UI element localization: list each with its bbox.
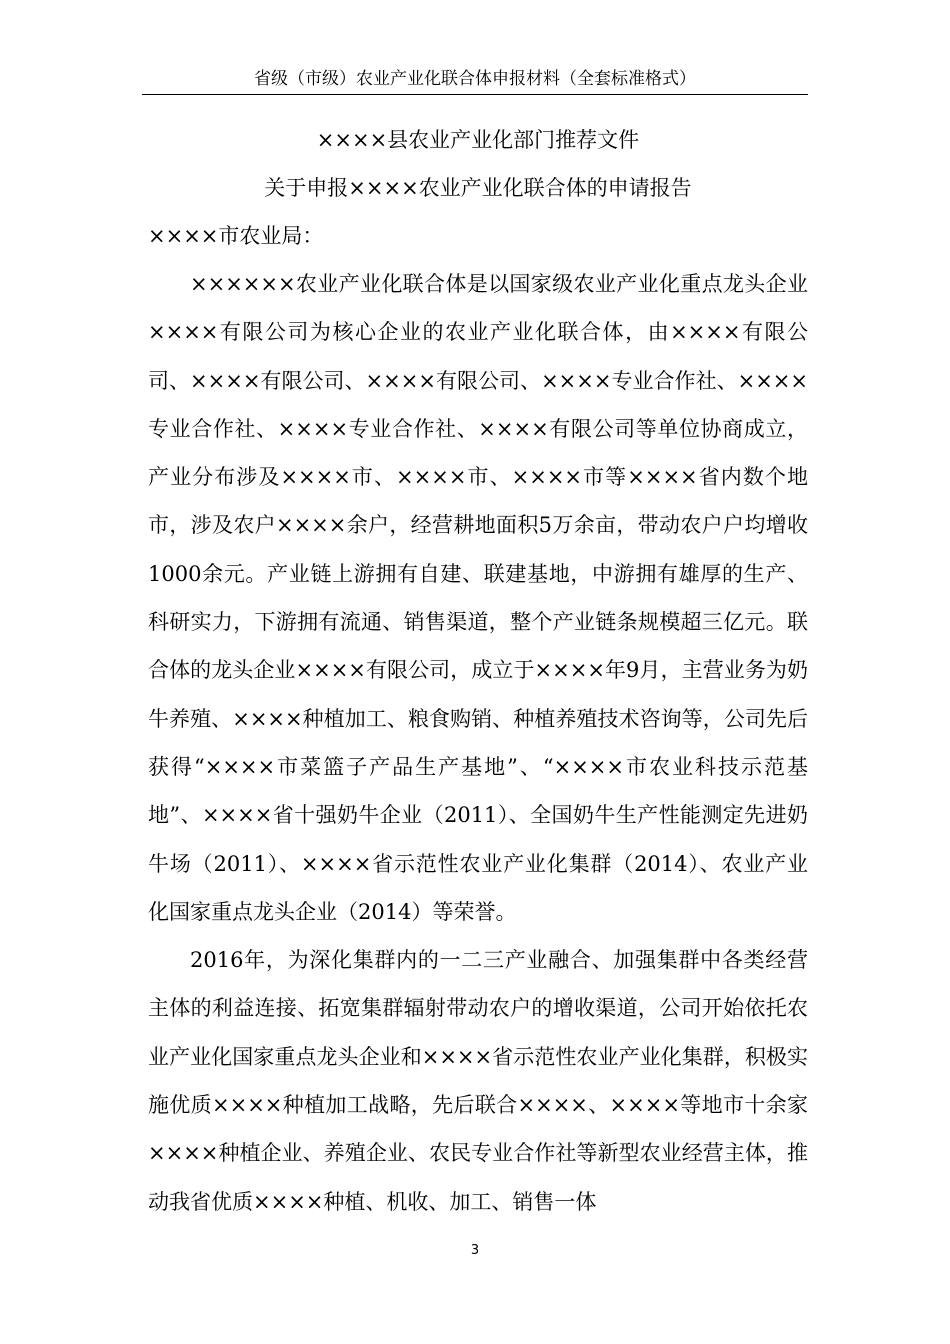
header-rule <box>142 94 808 95</box>
running-header: 省级（市级）农业产业化联合体申报材料（全套标准格式） <box>254 69 696 89</box>
salutation: ××××市农业局： <box>148 224 324 248</box>
document-body <box>148 116 808 1226</box>
document-heading-report-title: 关于申报××××农业产业化联合体的申请报告 <box>264 176 692 200</box>
page-number: 3 <box>470 1243 480 1258</box>
document-heading-department: ××××县农业产业化部门推荐文件 <box>316 128 640 152</box>
body-paragraph-1: ××××××农业产业化联合体是以国家级农业产业化重点龙头企业××××有限公司为核心企业的农业产业化联合体，由××××有限公司、××××有限公司、××××有限公司、××××专业合作社、××××专业合作社、××××专业合作社、××××有限公司等单位协商成立，产业分布涉及××××市、××××市、××××市等××××省内数个地市，涉及农户××××余户，经营耕地面积5万余亩，带动农户户均增收1000余元。产业链上游拥有自建、联建基地，中游拥有雄厚的生产、科研实力，下游拥有流通、销售渠道，整个产业链条规模超三亿元。联合体的龙头企业××××有限公司，成立于××××年9月，主营业务为奶牛养殖、××××种植加工、粮食购销、种植养殖技术咨询等，公司先后获得“××××市菜篮子产品生产基地”、“××××市农业科技示范基地”、××××省十强奶牛企业（2011）、全国奶牛生产性能测定先进奶牛场（2011）、××××省示范性农业产业化集群（2014）、农业产业化国家重点龙头企业（2014）等荣誉。 <box>148 272 808 924</box>
body-paragraph-2: 2016年，为深化集群内的一二三产业融合、加强集群中各类经营主体的利益连接、拓宽集群辐射带动农户的增收渠道，公司开始依托农业产业化国家重点龙头企业和××××省示范性农业产业化集群，积极实施优质××××种植加工战略，先后联合××××、××××等地市十余家××××种植企业、养殖企业、农民专业合作社等新型农业经营主体，推动我省优质××××种植、机收、加工、销售一体 <box>148 948 808 1214</box>
